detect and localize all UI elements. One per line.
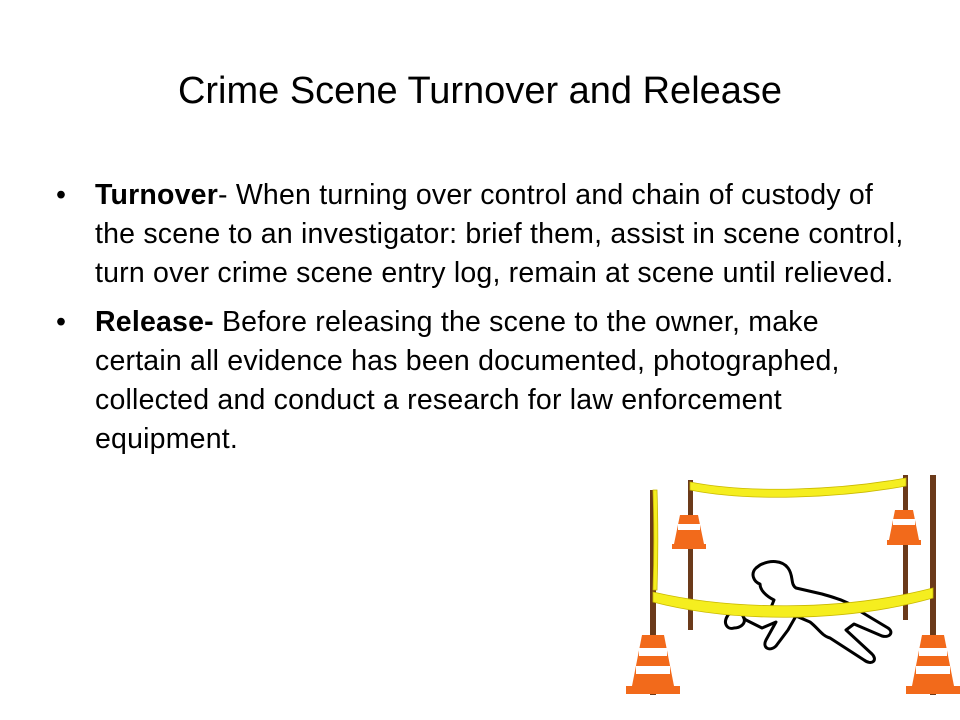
bullet-text: When turning over control and chain of custody of the scene to an investigator: brief them, assist in scene control, turn over crime scene entry log, remain at scene until relieved. bbox=[95, 179, 904, 289]
bullet-term: Release- bbox=[95, 306, 214, 338]
bullet-term: Turnover bbox=[95, 179, 219, 211]
tape-back bbox=[690, 478, 906, 497]
bullet-release bbox=[56, 303, 906, 459]
bullet-turnover bbox=[56, 176, 906, 293]
bullet-separator bbox=[214, 306, 222, 338]
cone-front-left-icon bbox=[626, 635, 680, 694]
cone-back-left-icon bbox=[672, 515, 706, 549]
bullet-separator: - bbox=[218, 179, 236, 211]
cone-back-right-icon bbox=[887, 510, 921, 545]
cone-front-right-icon bbox=[906, 635, 960, 694]
bullet-marker: • bbox=[56, 306, 67, 338]
tape-front bbox=[653, 490, 933, 617]
slide-title: Crime Scene Turnover and Release bbox=[177, 70, 783, 112]
bullet-marker: • bbox=[56, 179, 67, 211]
crime-scene-illustration bbox=[610, 460, 960, 720]
bullet-list bbox=[56, 176, 906, 469]
bullet-text: Before releasing the scene to the owner, make certain all evidence has been documented, photographed, collected and conduct a research for law enforcement equipment. bbox=[95, 306, 840, 455]
